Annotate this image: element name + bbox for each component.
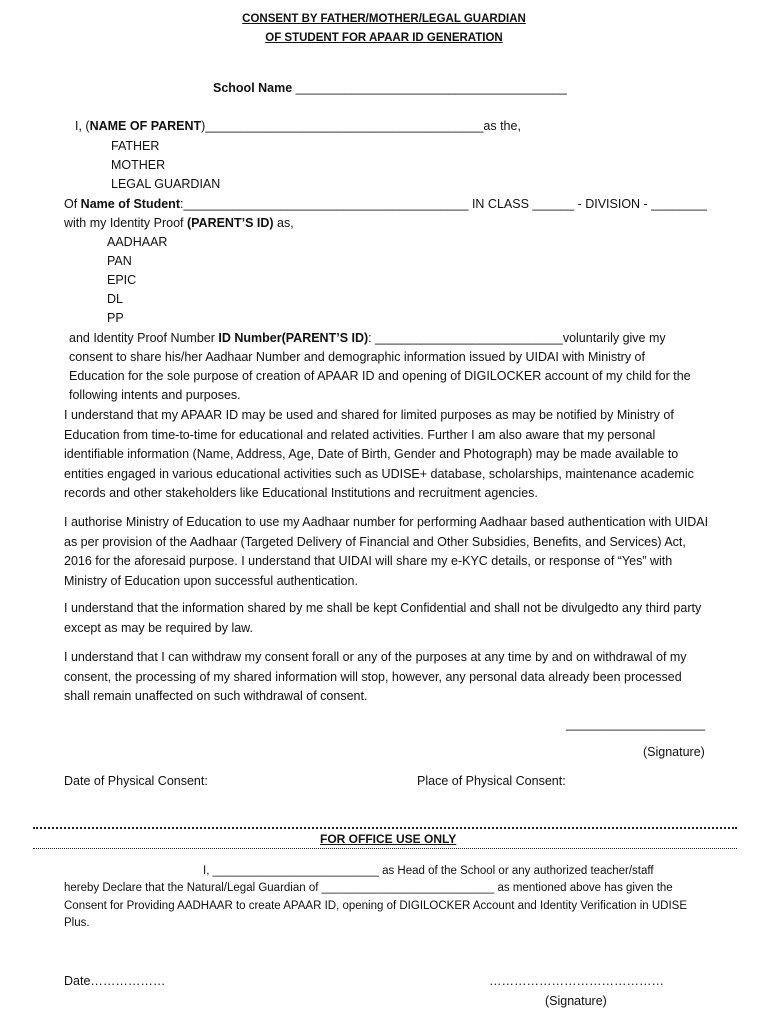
id-option-pp: PP <box>107 311 124 325</box>
paragraph-apaar-usage: I understand that my APAAR ID may be used and shared for limited purposes as may be notified by Ministry of Education from time-to-time for educational and related activities. Further I am also aware that my personal identifiable information (Name, Address, Age, Date of Birth, Gender and Photograph) may be made available to entities engaged in various educational activities such as UDISE+ database, scholarships, maintenance academic records and other stakeholders like Educational Institutions and recruitment agencies. <box>64 408 694 500</box>
parent-name-blank: )________________________________________as the, <box>201 119 521 133</box>
form-title-line2: OF STUDENT FOR APAAR ID GENERATION <box>265 32 503 44</box>
parent-name-label: NAME OF PARENT <box>89 119 202 133</box>
id-option-dl: DL <box>107 292 123 306</box>
student-of: Of <box>64 197 81 211</box>
paragraph-authentication: I authorise Ministry of Education to use my Aadhaar number for performing Aadhaar based authentication with UIDAI as per provision of the Aadhaar (Targeted Delivery of Financial and Other Subsidies, Benefits, and Services) Act, 2016 for the aforesaid purpose. I understand that UIDAI will share my e-KYC details, or response of “Yes” with Ministry of Education upon successful authentication. <box>64 515 709 588</box>
id-number-prefix: and Identity Proof Number <box>69 331 219 345</box>
school-name-row <box>213 81 567 95</box>
consent-line-3: Education for the sole purpose of creation of APAAR ID and opening of DIGILOCKER account of my child for the <box>69 369 691 383</box>
office-declaration-line-2: hereby Declare that the Natural/Legal Guardian of ___________________________ as mentioned above has given the <box>64 882 673 894</box>
relation-option-father: FATHER <box>111 139 160 153</box>
parent-name-prefix: I, ( <box>75 119 90 133</box>
consent-line-2: consent to share his/her Aadhaar Number and demographic information issued by UIDAI with Ministry of <box>69 350 645 364</box>
id-number-label: ID Number(PARENT’S ID) <box>218 331 369 345</box>
id-option-epic: EPIC <box>107 273 137 287</box>
form-title-line1: CONSENT BY FATHER/MOTHER/LEGAL GUARDIAN <box>242 13 526 25</box>
student-name-row <box>64 197 707 211</box>
school-name-label: School Name <box>213 81 293 95</box>
place-of-consent-label: Place of Physical Consent: <box>417 774 566 788</box>
office-signature-line: …………………………………… <box>489 974 664 988</box>
relation-option-legal-guardian: LEGAL GUARDIAN <box>111 177 221 191</box>
student-class-division-blanks: :_________________________________________ IN CLASS ______ - DIVISION - ________ <box>179 197 707 211</box>
office-divider-top <box>33 827 737 829</box>
office-signature-label: (Signature) <box>545 994 607 1008</box>
student-name-label: Name of Student <box>80 197 180 211</box>
date-of-consent-label: Date of Physical Consent: <box>64 774 208 788</box>
office-declaration-line-4: Plus. <box>64 917 90 929</box>
school-name-blank: _______________________________________ <box>295 81 567 95</box>
id-number-blank: : ___________________________voluntarily give my <box>368 331 666 345</box>
parent-id-label: (PARENT’S ID) <box>186 216 274 230</box>
parent-name-row <box>75 119 521 133</box>
office-use-heading: FOR OFFICE USE ONLY <box>320 832 457 846</box>
office-divider-bottom <box>33 848 737 849</box>
office-date-label: Date……………… <box>64 974 166 988</box>
identity-proof-row <box>64 216 294 230</box>
consent-line-4: following intents and purposes. <box>69 388 241 402</box>
id-option-pan: PAN <box>107 254 132 268</box>
id-option-aadhaar: AADHAAR <box>107 235 168 249</box>
paragraph-withdrawal: I understand that I can withdraw my consent forall or any of the purposes at any time by and on withdrawal of my consent, the processing of my shared information will stop, however, any personal data already been processed shall remain unaffected on such withdrawal of consent. <box>64 650 687 703</box>
office-declaration-line-3: Consent for Providing AADHAAR to create APAAR ID, opening of DIGILOCKER Account and Identity Verification in UDISE <box>64 900 688 912</box>
identity-prefix: with my Identity Proof <box>64 216 187 230</box>
office-declaration-line-1: I, __________________________ as Head of the School or any authorized teacher/staff <box>203 865 654 877</box>
parent-signature-label: (Signature) <box>643 745 705 759</box>
paragraph-confidentiality: I understand that the information shared by me shall be kept Confidential and shall not be divulgedto any third party except as may be required by law. <box>64 601 702 635</box>
id-number-row <box>69 331 666 345</box>
parent-signature-line: ____________________ <box>566 717 706 731</box>
identity-suffix: as, <box>273 216 294 230</box>
relation-option-mother: MOTHER <box>111 158 166 172</box>
